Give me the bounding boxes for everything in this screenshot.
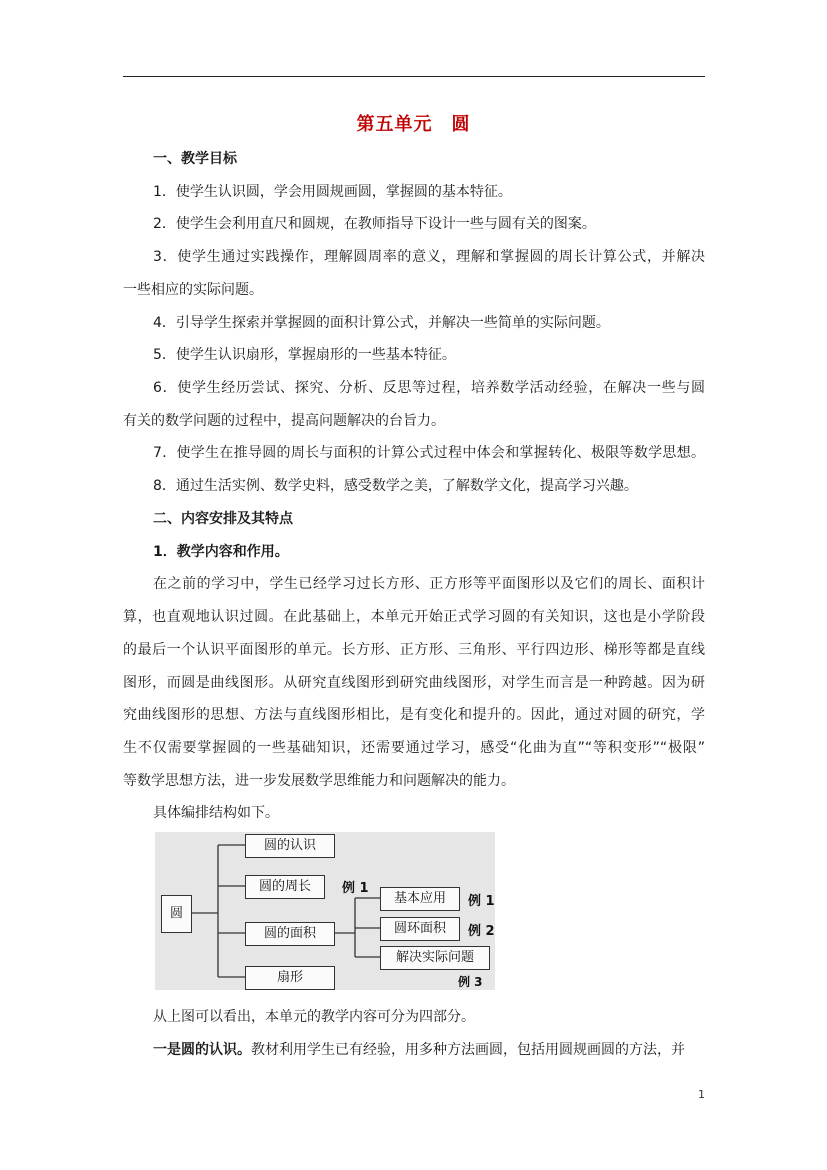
paragraph-line: 等数学思想方法，进一步发展数学思维能力和问题解决的能力。 — [123, 773, 515, 789]
paragraph-line: 图形，而圆是曲线图形。从研究直线图形到研究曲线图形，对学生而言是一种跨越。因为研 — [123, 675, 705, 691]
structure-intro: 具体编排结构如下。 — [153, 805, 279, 821]
diagram-area-practical: 解决实际问题 — [380, 946, 490, 970]
section-heading-content: 二、内容安排及其特点 — [153, 511, 293, 527]
paragraph-line: 从上图可以看出，本单元的教学内容可分为四部分。 — [153, 1009, 475, 1025]
goal-item: 3．使学生通过实践操作，理解圆周率的意义，理解和掌握圆的周长计算公式，并解决 — [153, 249, 705, 265]
goal-item: 2．使学生会利用直尺和圆规，在教师指导下设计一些与圆有关的图案。 — [153, 216, 596, 232]
goal-item: 1．使学生认识圆，学会用圆规画圆，掌握圆的基本特征。 — [153, 184, 512, 200]
diagram-area-ring: 圆环面积 — [380, 917, 460, 941]
goal-item: 6．使学生经历尝试、探究、分析、反思等过程，培养数学活动经验，在解决一些与圆 — [153, 380, 705, 396]
goal-item: 7．使学生在推导圆的周长与面积的计算公式过程中体会和掌握转化、极限等数学思想。 — [153, 445, 705, 461]
part1-text: 教材利用学生已有经验，用多种方法画圆，包括用圆规画圆的方法，并 — [251, 1042, 685, 1058]
paragraph-line: 生不仅需要掌握圆的一些基础知识，还需要通过学习，感受“化曲为直”“等积变形”“极限” — [123, 740, 705, 756]
paragraph-line: 在之前的学习中，学生已经学习过长方形、正方形等平面图形以及它们的周长、面积计 — [153, 576, 705, 592]
diagram-branch-circle-intro: 圆的认识 — [245, 834, 335, 858]
diagram-example-label: 例 1 — [342, 881, 369, 896]
diagram-branch-circumference: 圆的周长 — [245, 875, 325, 899]
diagram-area-basic: 基本应用 — [380, 887, 460, 911]
goal-item-continued: 一些相应的实际问题。 — [123, 282, 263, 298]
subheading: 1．教学内容和作用。 — [153, 544, 289, 560]
diagram-example-label: 例 1 — [468, 894, 495, 909]
paragraph-line: 的最后一个认识平面图形的单元。长方形、正方形、三角形、平行四边形、梯形等都是直线 — [123, 642, 705, 658]
diagram-branch-sector: 扇形 — [245, 966, 335, 990]
goal-item: 8．通过生活实例、数学史料，感受数学之美，了解数学文化，提高学习兴趣。 — [153, 478, 638, 494]
diagram-branch-area: 圆的面积 — [245, 922, 335, 946]
header-rule — [123, 76, 705, 77]
diagram-example-label: 例 3 — [458, 975, 483, 989]
paragraph-line: 算，也直观地认识过圆。在此基础上，本单元开始正式学习圆的有关知识，这也是小学阶段 — [123, 609, 705, 625]
paragraph-line: 究曲线图形的思想、方法与直线图形相比，是有变化和提升的。因此，通过对圆的研究，学 — [123, 707, 705, 723]
diagram-root-box: 圆 — [161, 895, 192, 933]
part1-heading: 一是圆的认识。 — [153, 1042, 251, 1058]
goal-item-continued: 有关的数学问题的过程中，提高问题解决的台旨力。 — [123, 413, 445, 429]
section-heading-goals: 一、教学目标 — [153, 151, 237, 167]
page-number: 1 — [698, 1088, 705, 1101]
structure-diagram — [155, 832, 495, 990]
page-title: 第五单元 圆 — [356, 114, 471, 135]
diagram-example-label: 例 2 — [468, 924, 495, 939]
paragraph-line-part1 — [123, 1039, 705, 1061]
goal-item: 5．使学生认识扇形，掌握扇形的一些基本特征。 — [153, 347, 456, 363]
goal-item: 4．引导学生探索并掌握圆的面积计算公式，并解决一些简单的实际问题。 — [153, 315, 610, 331]
